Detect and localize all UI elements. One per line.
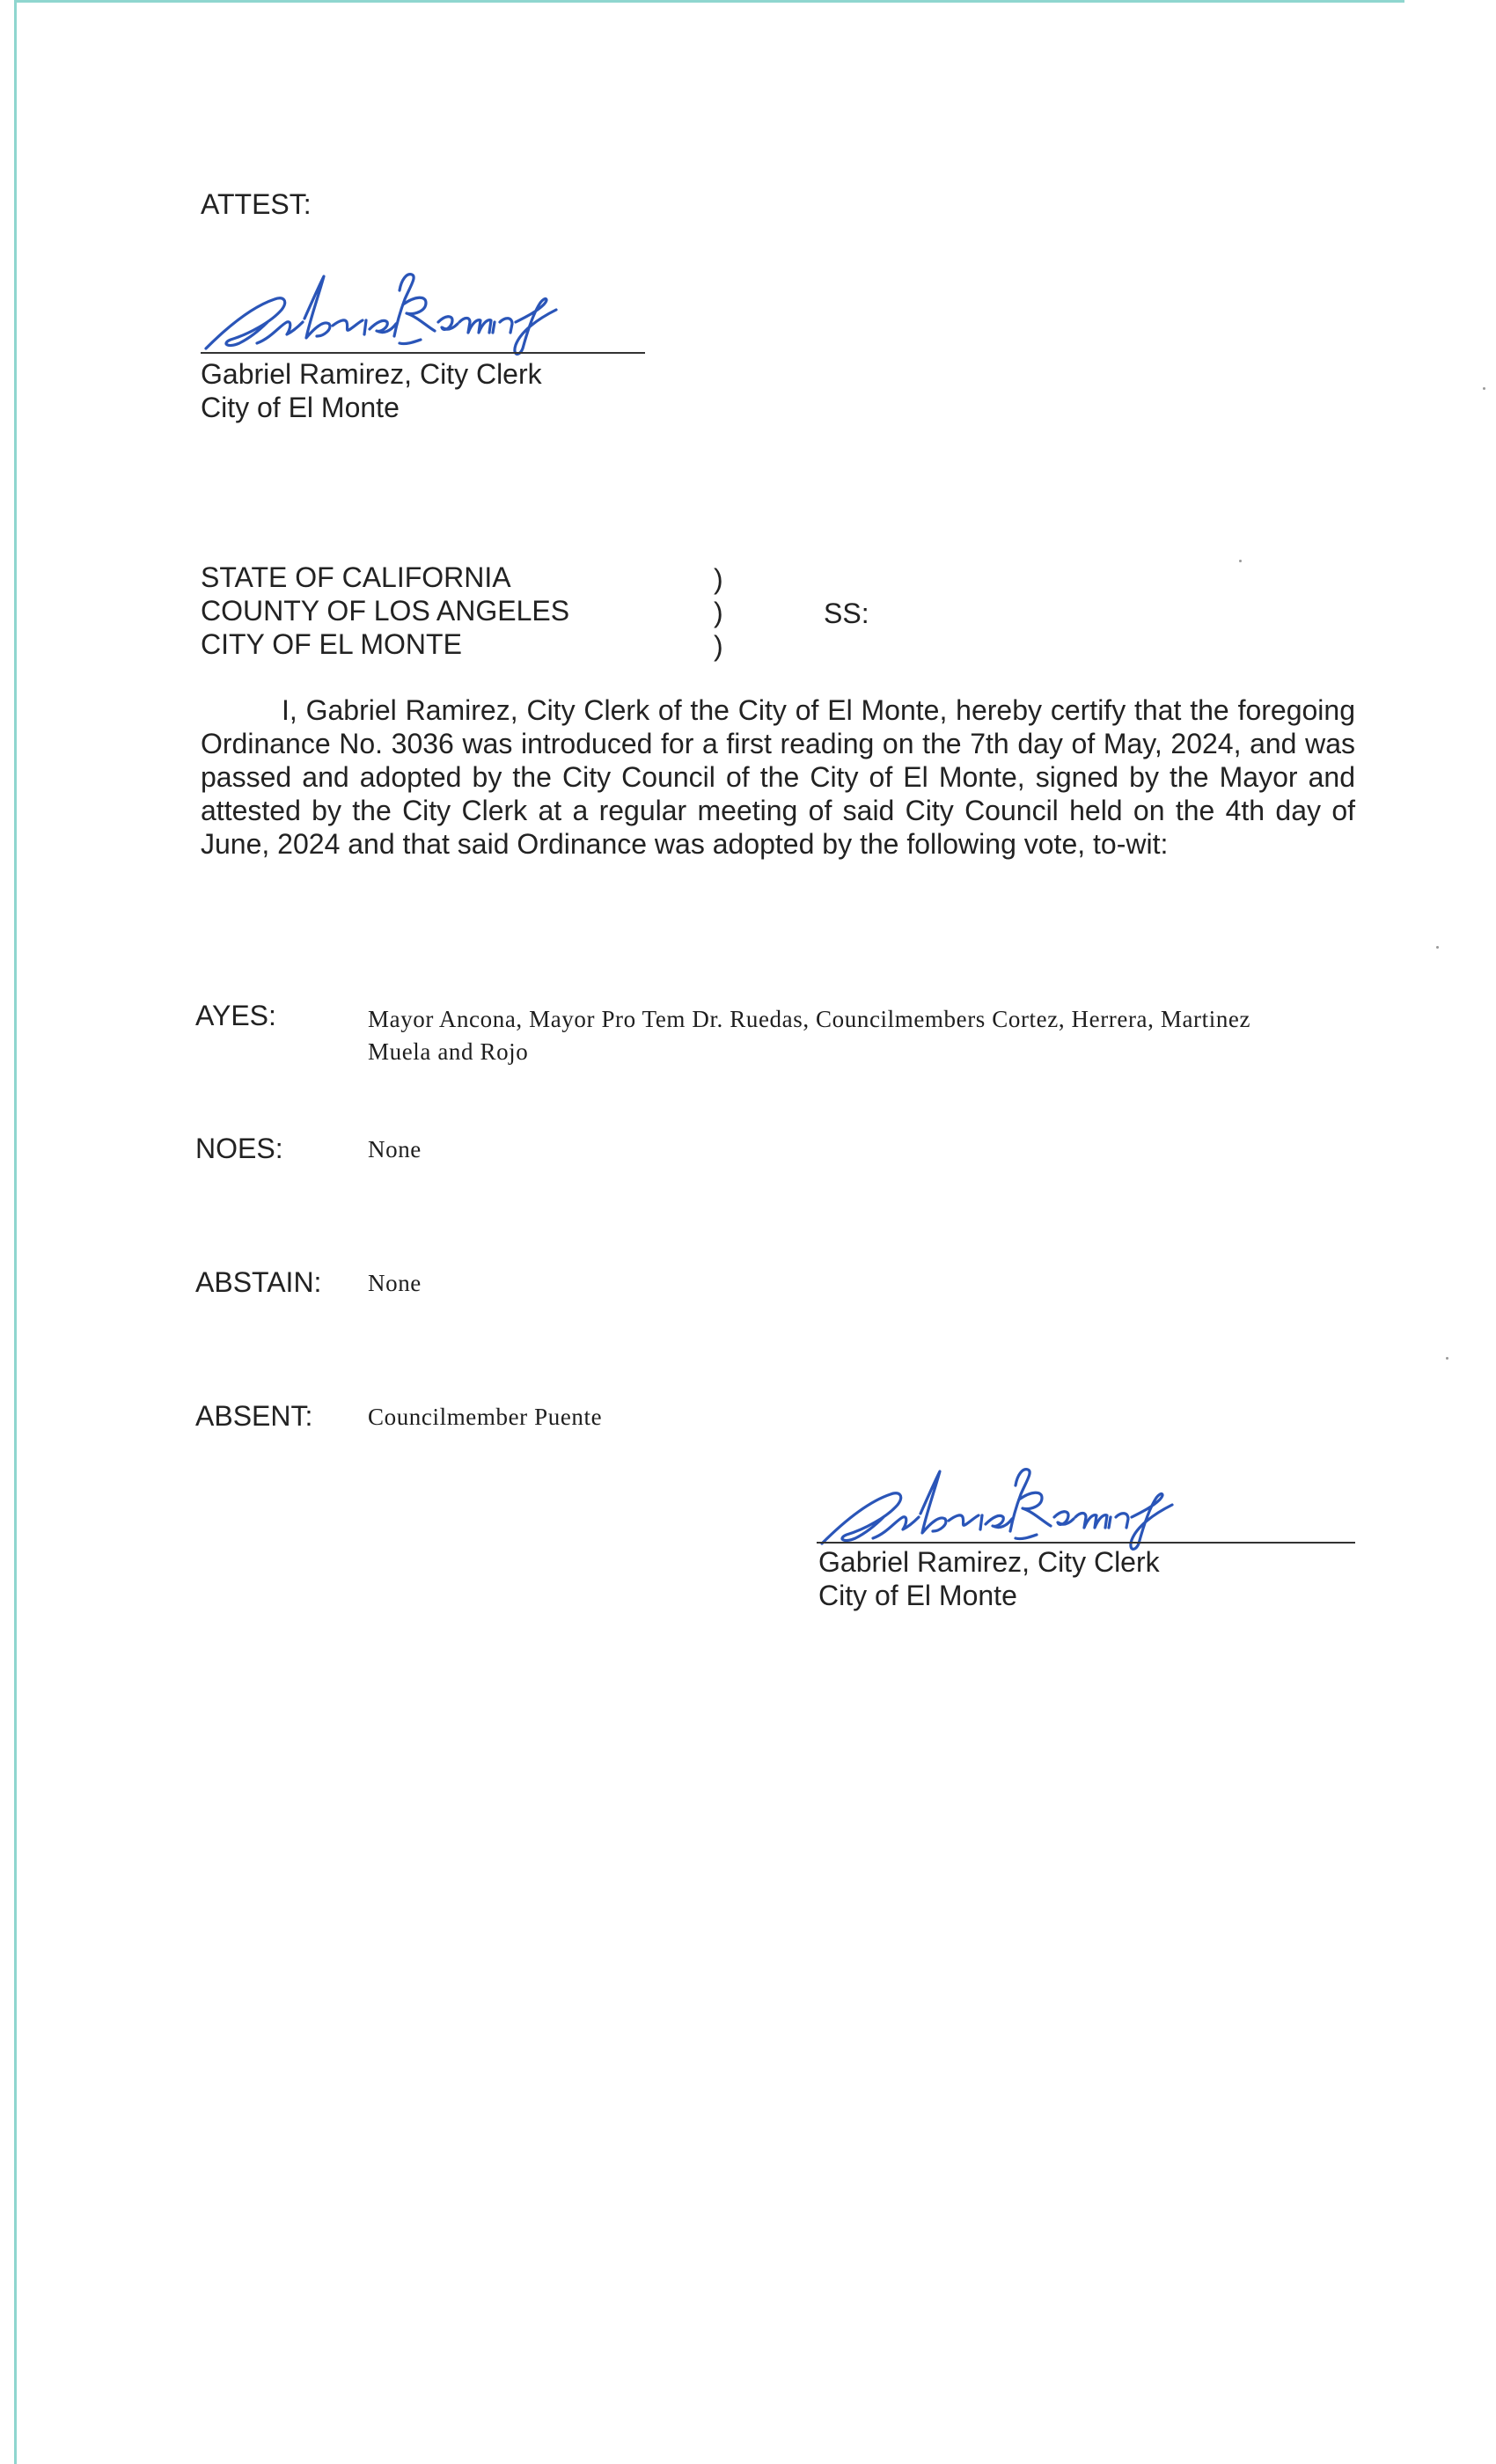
certification-paragraph: I, Gabriel Ramirez, City Clerk of the City of El Monte, hereby certify that the foregoing Ordinance No. 3036 was introduced for a first reading on the 7th day of May, 2024, and was passed and adopted by the City Council of the City of El Monte, signed by the Mayor and attested by the City Clerk at a regular meeting of said City Council held on the 4th day of June, 2024 and that said Ordinance was adopted by the following vote, to-wit: <box>201 694 1355 860</box>
venue-paren-3: ) <box>714 630 723 662</box>
attest-signature <box>195 264 583 361</box>
ayes-value: Mayor Ancona, Mayor Pro Tem Dr. Ruedas, Councilmembers Cortez, Herrera, Martinez Muela and Rojo <box>368 1006 1251 1065</box>
noes-value: None <box>368 1136 422 1162</box>
attest-signer-name: Gabriel Ramirez, City Clerk <box>201 358 542 390</box>
venue-ss: SS: <box>824 598 869 629</box>
noes-label: NOES: <box>195 1133 283 1164</box>
venue-county: COUNTY OF LOS ANGELES <box>201 595 570 627</box>
closing-signer-org: City of El Monte <box>818 1580 1017 1611</box>
ayes-label: AYES: <box>195 1000 276 1031</box>
scan-speck <box>1446 1357 1448 1360</box>
absent-label: ABSENT: <box>195 1400 313 1432</box>
venue-state: STATE OF CALIFORNIA <box>201 561 511 593</box>
venue-paren-2: ) <box>714 597 723 628</box>
venue-city: CITY OF EL MONTE <box>201 628 462 660</box>
scan-edge-top <box>14 0 1404 3</box>
abstain-value: None <box>368 1270 422 1296</box>
abstain-label: ABSTAIN: <box>195 1266 322 1298</box>
scan-speck <box>1239 560 1242 562</box>
attest-signer-org: City of El Monte <box>201 392 400 423</box>
closing-signature-line <box>817 1542 1355 1544</box>
attest-label: ATTEST: <box>201 188 312 220</box>
closing-signer-name: Gabriel Ramirez, City Clerk <box>818 1546 1160 1578</box>
venue-paren-1: ) <box>714 563 723 595</box>
scan-speck <box>1483 387 1485 390</box>
scan-edge-left <box>14 0 17 2464</box>
absent-value: Councilmember Puente <box>368 1404 603 1430</box>
scan-speck <box>1436 946 1439 949</box>
attest-signature-line <box>201 352 645 354</box>
